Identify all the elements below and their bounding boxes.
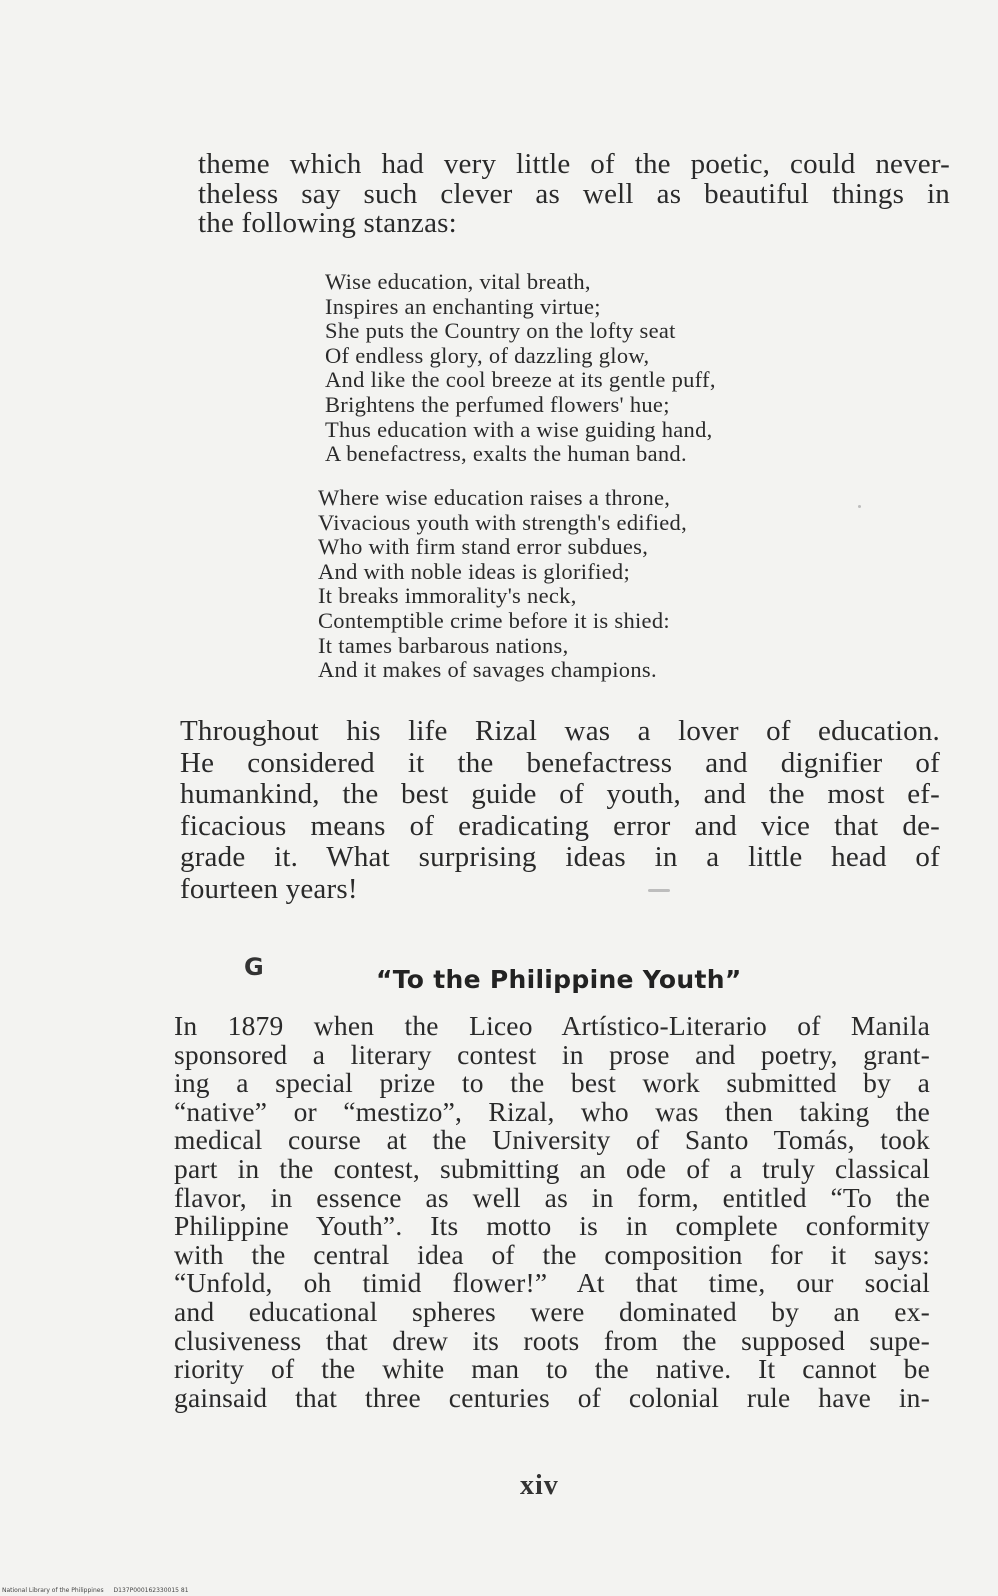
verse-line: It breaks immorality's neck, [318, 583, 577, 609]
text-line: with the central idea of the composition for it says: [174, 1238, 930, 1270]
text-line: gainsaid that three centuries of colonial rule have in- [174, 1381, 930, 1413]
text-line: medical course at the University of Santo Tomás, took [174, 1124, 930, 1156]
text-line: flavor, in essence as well as in form, entitled “To the [174, 1181, 930, 1213]
section-mark: G [244, 953, 264, 981]
verse-line: Brightens the perfumed flowers' hue; [325, 391, 670, 417]
paragraph-education [180, 716, 940, 905]
text-line: theless say such clever as well as beautiful things in [198, 177, 950, 210]
text-line: clusiveness that drew its roots from the supposed supe- [174, 1324, 930, 1356]
text-line: grade it. What surprising ideas in a little head of [180, 841, 940, 873]
text-line: Throughout his life Rizal was a lover of education. [180, 715, 940, 747]
text-line: “Unfold, oh timid flower!” At that time, our social [174, 1267, 930, 1299]
section-heading: “To the Philippine Youth” [376, 965, 742, 994]
footer-library: National Library of the Philippines [2, 1587, 104, 1594]
page-number: xiv [520, 1470, 559, 1501]
verse-line: Thus education with a wise guiding hand, [325, 416, 713, 442]
verse-line: Of endless glory, of dazzling glow, [325, 342, 650, 368]
ink-speck [858, 505, 861, 508]
verse-line: And it makes of savages champions. [318, 657, 657, 683]
verse-line: And with noble ideas is glorified; [318, 558, 631, 584]
text-line: fourteen years! [180, 872, 358, 905]
verse-line: It tames barbarous nations, [318, 632, 569, 658]
text-line: part in the contest, submitting an ode of a truly classical [174, 1152, 930, 1184]
text-line: ing a special prize to the best work submitted by a [174, 1067, 930, 1099]
verse-line: Wise education, vital breath, [325, 269, 591, 294]
verse-line: Inspires an enchanting virtue; [325, 293, 601, 319]
text-line: and educational spheres were dominated by an ex- [174, 1295, 930, 1327]
verse-line: A benefactress, exalts the human band. [325, 441, 687, 467]
verse-line: She puts the Country on the lofty seat [325, 318, 676, 344]
text-line: “native” or “mestizo”, Rizal, who was then taking the [174, 1095, 930, 1127]
poem-stanza-1 [325, 270, 716, 467]
text-line: humankind, the best guide of youth, and the most ef- [180, 778, 940, 810]
poem-stanza-2 [318, 486, 687, 683]
footer-code: D137P000162330015 81 [113, 1587, 189, 1594]
paragraph-contest [174, 1012, 930, 1412]
verse-line: Where wise education raises a throne, [318, 485, 671, 510]
verse-line: Vivacious youth with strength's edified, [318, 509, 688, 535]
text-line: ficacious means of eradicating error and vice that de- [180, 809, 940, 842]
text-line: In 1879 when the Liceo Artístico-Literario of Manila [174, 1010, 930, 1041]
verse-line: Contemptible crime before it is shied: [318, 607, 670, 633]
text-line: He considered it the benefactress and dignifier of [180, 746, 940, 779]
text-line: sponsored a literary contest in prose and poetry, grant- [174, 1038, 930, 1070]
text-line: Philippine Youth”. Its motto is in complete conformity [174, 1210, 930, 1242]
paragraph-intro [198, 150, 950, 239]
text-line: the following stanzas: [198, 207, 457, 239]
text-line: riority of the white man to the native. It cannot be [174, 1353, 930, 1385]
verse-line: Who with firm stand error subdues, [318, 534, 649, 560]
scan-footer [2, 1587, 197, 1594]
text-line: theme which had very little of the poetic, could never- [198, 148, 950, 180]
verse-line: And like the cool breeze at its gentle puff, [325, 367, 716, 393]
